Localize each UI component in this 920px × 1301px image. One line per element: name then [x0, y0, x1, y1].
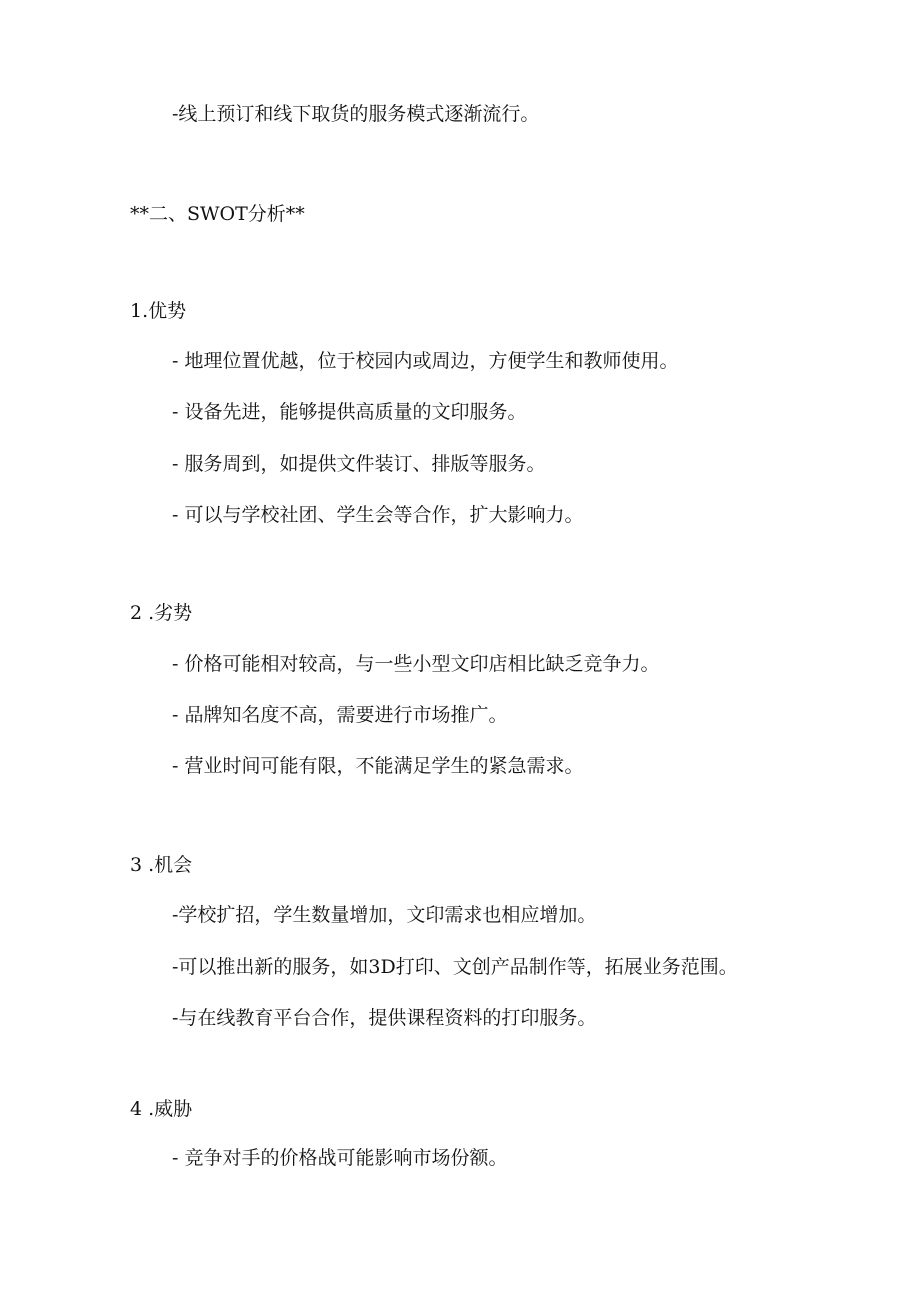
threats-heading: 4 .威胁 — [130, 1098, 193, 1120]
opportunities-item: -学校扩招，学生数量增加，文印需求也相应增加。 — [172, 904, 597, 926]
strengths-heading: 1.优势 — [130, 300, 187, 322]
opportunities-heading: 3 .机会 — [130, 854, 193, 876]
strengths-item: - 可以与学校社团、学生会等合作，扩大影响力。 — [172, 504, 584, 526]
threats-item: - 竞争对手的价格战可能影响市场份额。 — [172, 1147, 508, 1169]
weaknesses-item: - 品牌知名度不高，需要进行市场推广。 — [172, 704, 508, 726]
strengths-item: - 服务周到，如提供文件装订、排版等服务。 — [172, 453, 546, 475]
opportunities-item: -与在线教育平台合作，提供课程资料的打印服务。 — [172, 1007, 597, 1029]
intro-list-item: -线上预订和线下取货的服务模式逐渐流行。 — [172, 103, 540, 125]
opportunities-item: -可以推出新的服务，如3D打印、文创产品制作等，拓展业务范围。 — [172, 956, 738, 978]
strengths-item: - 设备先进，能够提供高质量的文印服务。 — [172, 401, 527, 423]
weaknesses-item: - 价格可能相对较高，与一些小型文印店相比缺乏竞争力。 — [172, 653, 660, 675]
strengths-item: - 地理位置优越，位于校园内或周边，方便学生和教师使用。 — [172, 350, 679, 372]
weaknesses-heading: 2 .劣势 — [130, 602, 193, 624]
weaknesses-item: - 营业时间可能有限，不能满足学生的紧急需求。 — [172, 755, 584, 777]
section-title: **二、SWOT分析** — [130, 203, 305, 225]
